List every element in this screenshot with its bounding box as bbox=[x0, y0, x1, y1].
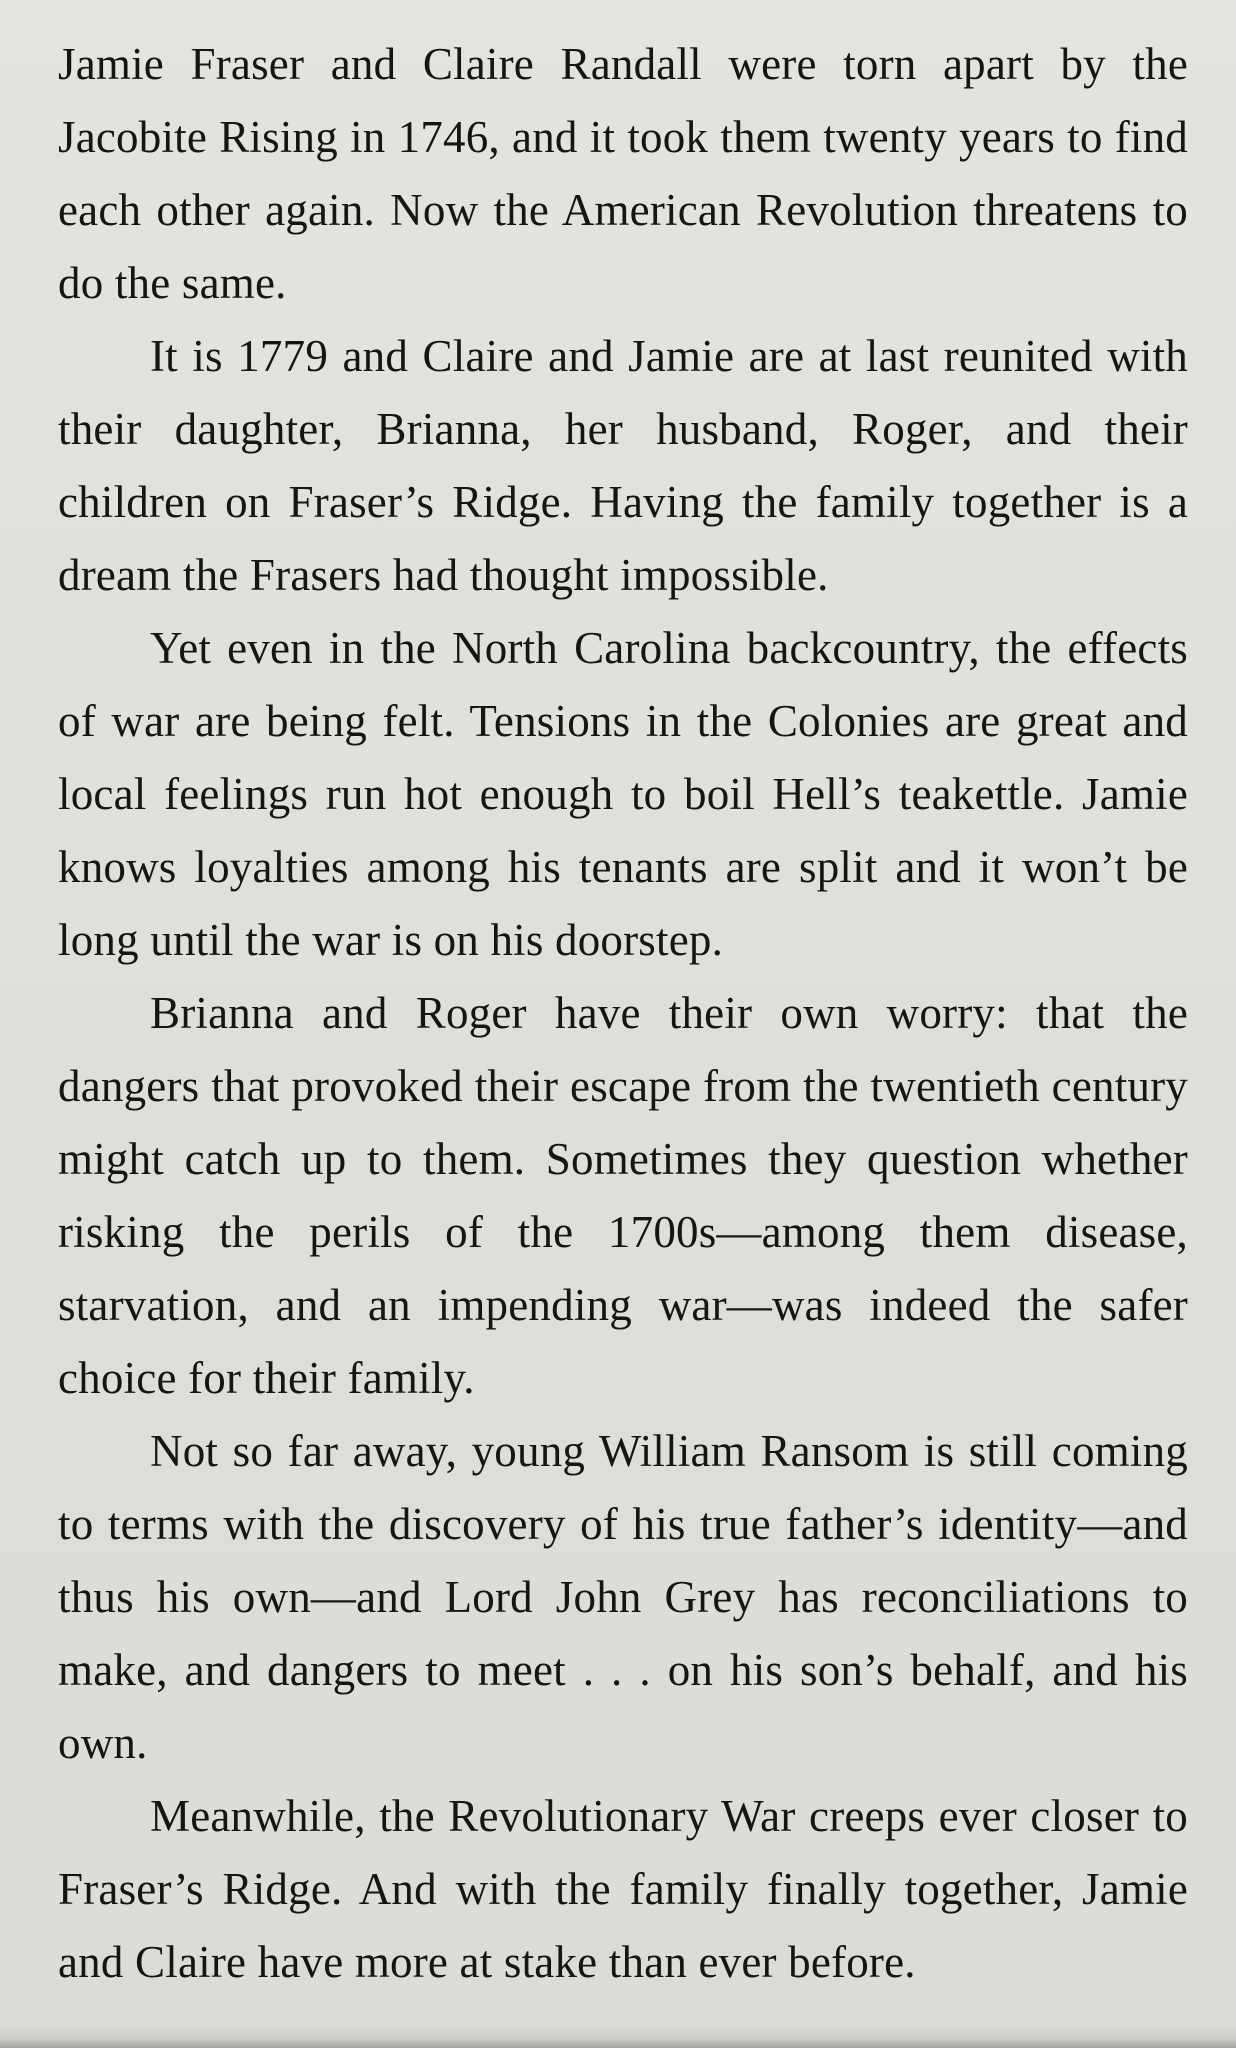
paragraph-5: Not so far away, young William Ransom is still coming to terms with the discovery of his true father’s identity—and thus his own—and Lord John Grey has reconciliations to make, and dangers to meet . . . on his son’s behalf, and his own. bbox=[58, 1426, 1188, 1768]
paragraph-4: Brianna and Roger have their own worry: that the dangers that provoked their escape from the twentieth century might catch up to them. Sometimes they question whether risking the perils of the 1700s—among them disease, starvation, and an impending war—was indeed the safer choice for their family. bbox=[58, 988, 1188, 1403]
synopsis-text bbox=[58, 28, 1188, 1999]
paragraph-2: It is 1779 and Claire and Jamie are at last reunited with their daughter, Brianna, her husband, Roger, and their children on Fraser’s Ridge. Having the family together is a dream the Frasers had thought impossible. bbox=[58, 331, 1188, 600]
paragraph-3: Yet even in the North Carolina backcountry, the effects of war are being felt. Tensions in the Colonies are great and local feelings run hot enough to boil Hell’s teakettle. Jamie knows loyalties among his tenants are split and it won’t be long until the war is on his doorstep. bbox=[58, 623, 1188, 965]
paragraph-1: Jamie Fraser and Claire Randall were torn apart by the Jacobite Rising in 1746, and it took them twenty years to find each other again. Now the American Revolution threatens to do the same. bbox=[58, 39, 1188, 308]
paragraph-6: Meanwhile, the Revolutionary War creeps ever closer to Fraser’s Ridge. And with the family finally together, Jamie and Claire have more at stake than ever before. bbox=[58, 1791, 1188, 1987]
